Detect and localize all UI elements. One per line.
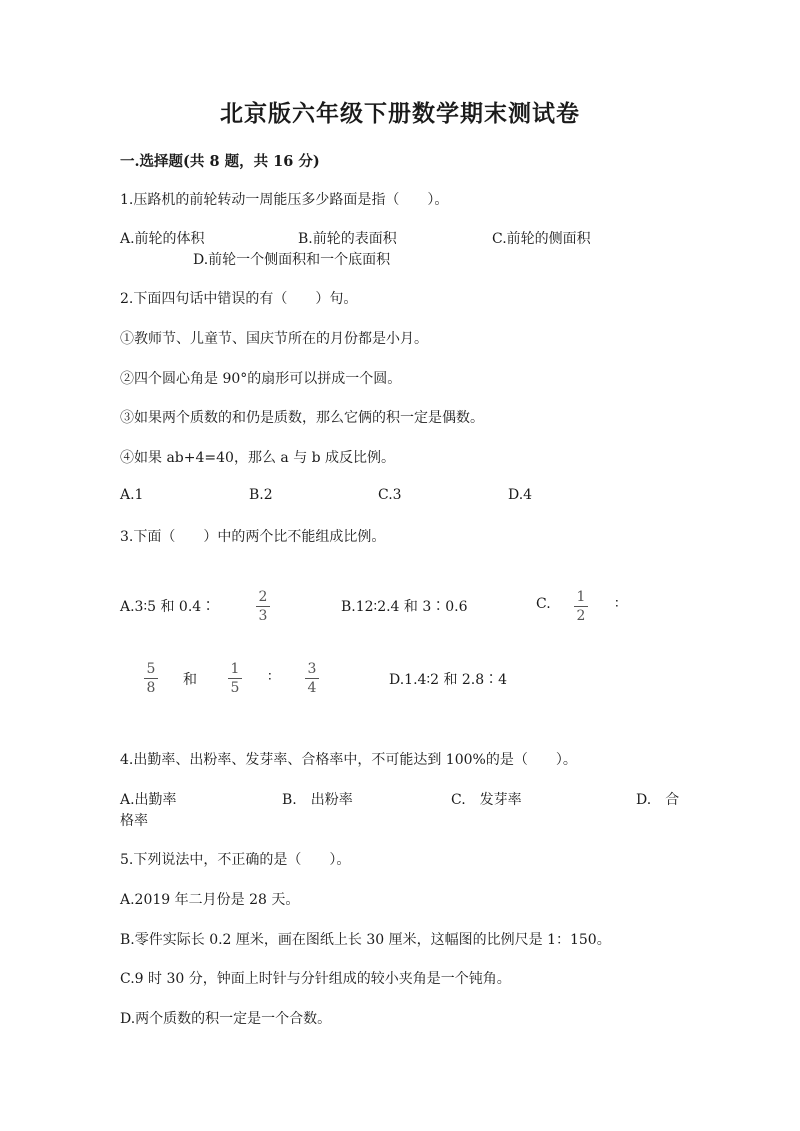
question-3-option-d: D.1.4∶2 和 2.8∶4 — [389, 672, 508, 688]
question-2-statement-3: ③如果两个质数的和仍是质数，那么它俩的积一定是偶数。 — [120, 410, 484, 426]
question-2-option-b: B.2 — [249, 487, 273, 503]
question-1-option-d: D.前轮一个侧面积和一个底面积 — [193, 252, 391, 268]
section-heading: 一.选择题(共 8 题，共 16 分) — [120, 153, 320, 170]
question-2-option-d: D.4 — [508, 487, 533, 503]
question-1-option-a: A.前轮的体积 — [120, 231, 205, 247]
question-5-option-b: B.零件实际长 0.2 厘米，画在图纸上长 30 厘米，这幅图的比例尺是 1：150。 — [120, 932, 611, 948]
question-5-option-a: A.2019 年二月份是 28 天。 — [120, 892, 300, 908]
question-3-option-a: A.3∶5 和 0.4∶ — [120, 599, 216, 615]
fraction-three-quarters: 3 4 — [300, 661, 324, 696]
question-4-option-d-continued: 格率 — [120, 813, 148, 829]
question-2-statement-2: ②四个圆心角是 90°的扇形可以拼成一个圆。 — [120, 371, 402, 387]
question-5-option-d: D.两个质数的积一定是一个合数。 — [120, 1011, 332, 1027]
fraction-one-fifth: 1 5 — [223, 661, 247, 696]
question-2-statement-4: ④如果 ab+4=40，那么 a 与 b 成反比例。 — [120, 450, 396, 466]
question-1-option-b: B.前轮的表面积 — [298, 231, 397, 247]
question-3-option-b: B.12∶2.4 和 3∶0.6 — [341, 599, 468, 615]
question-4-option-d: D. 合 — [636, 792, 680, 808]
question-1-stem: 1.压路机的前轮转动一周能压多少路面是指（ ）。 — [120, 192, 449, 208]
question-5-option-c: C.9 时 30 分，钟面上时针与分针组成的较小夹角是一个钝角。 — [120, 971, 511, 987]
question-2-statement-1: ①教师节、儿童节、国庆节所在的月份都是小月。 — [120, 331, 428, 347]
question-4-stem: 4.出勤率、出粉率、发芽率、合格率中，不可能达到 100%的是（ ）。 — [120, 752, 577, 768]
question-5-stem: 5.下列说法中，不正确的是（ ）。 — [120, 852, 351, 868]
fraction-two-thirds: 2 3 — [251, 589, 275, 624]
question-2-stem: 2.下面四句话中错误的有（ ）句。 — [120, 291, 358, 307]
fraction-five-eighths: 5 8 — [139, 661, 163, 696]
question-3-stem: 3.下面（ ）中的两个比不能组成比例。 — [120, 529, 386, 545]
page-title: 北京版六年级下册数学期末测试卷 — [220, 100, 580, 127]
ratio-colon: ∶ — [268, 669, 272, 685]
and-word: 和 — [183, 672, 197, 688]
question-3-option-c: C. — [536, 596, 551, 612]
question-2-option-a: A.1 — [120, 487, 144, 503]
question-1-option-c: C.前轮的侧面积 — [492, 231, 591, 247]
ratio-colon: ∶ — [615, 596, 619, 612]
question-2-option-c: C.3 — [378, 487, 402, 503]
question-4-option-a: A.出勤率 — [120, 792, 177, 808]
fraction-one-half: 1 2 — [569, 589, 593, 624]
question-4-option-c: C. 发芽率 — [451, 792, 522, 808]
question-4-option-b: B. 出粉率 — [282, 792, 353, 808]
